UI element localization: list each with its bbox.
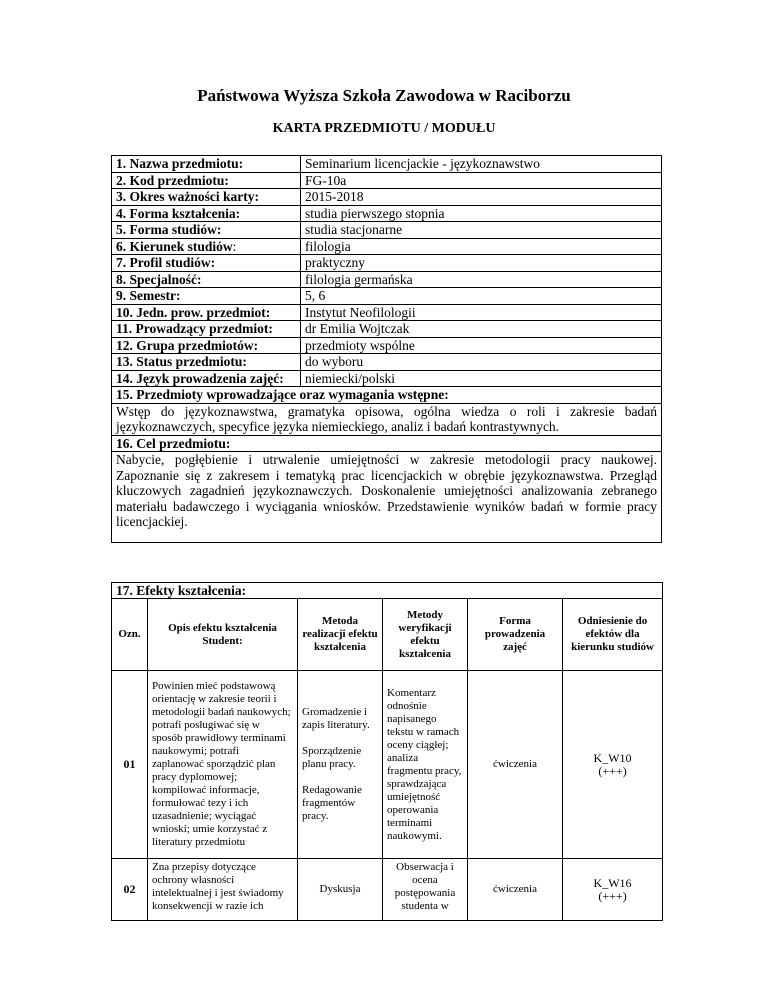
info-label: 1. Nazwa przedmiotu: (112, 156, 301, 173)
section16-title-row (112, 435, 662, 452)
course-info-table (111, 155, 662, 543)
section16-title: 16. Cel przedmiotu: (112, 435, 662, 452)
info-row (112, 238, 662, 255)
outcome-description: Zna przepisy dotyczące ochrony własności intelektualnej i jest świadomy konsekwencji w razie ich (148, 859, 298, 921)
outcome-method: Dyskusja (298, 859, 383, 921)
reference-strength: (+++) (598, 763, 627, 778)
info-row (112, 255, 662, 272)
section15-text: Wstęp do językoznawstwa, gramatyka opisowa, ogólna wiedza o roli i zakresie badań językoznawczych, specyfice języka niemieckiego, analiz i badań kontrastywnych. (112, 403, 662, 435)
outcome-verification: Obserwacja i ocena postępowania studenta w (383, 859, 468, 921)
outcome-verification: Komentarz odnośnie napisanego tekstu w ramach oceny ciągłej; analiza fragmentu pracy, sprawdzająca umiejętność operowania terminami naukowymi. (383, 671, 468, 859)
header-odniesienie: Odniesienie do efektów dla kierunku studiów (563, 599, 663, 671)
section15-text-row (112, 403, 662, 435)
outcome-row (112, 859, 663, 921)
info-label: 9. Semestr: (112, 288, 301, 305)
info-label-colon: : (232, 238, 237, 254)
card-title: KARTA PRZEDMIOTU / MODUŁU (272, 121, 496, 136)
info-value: filologia germańska (301, 271, 662, 288)
outcomes-header-row (112, 599, 663, 671)
reference-strength: (+++) (598, 888, 627, 903)
info-row (112, 337, 662, 354)
info-row (112, 222, 662, 239)
info-value: Instytut Neofilologii (301, 304, 662, 321)
section16-text: Nabycie, pogłębienie i utrwalenie umiejętności w zakresie metodologii pracy naukowej. Zapoznanie się z zakresem i tematyką prac licencjackich w obrębie językoznawstwa. Przegląd kluczowych zagadnień językoznawczych. Doskonalenie umiejętności analizowania zebranego materiału badawczego i wyciągania wniosków. Przedstawienie wyników badań w formie pracy licencjackiej. (112, 452, 662, 543)
reference-code: K_W10 (593, 750, 632, 765)
info-value: filologia (301, 238, 662, 255)
info-value: 5, 6 (301, 288, 662, 305)
outcome-method (298, 671, 383, 859)
header-forma: Forma prowadzenia zajęć (468, 599, 563, 671)
info-row (112, 205, 662, 222)
info-value: FG-10a (301, 172, 662, 189)
info-value: studia pierwszego stopnia (301, 205, 662, 222)
info-label: 11. Prowadzący przedmiot: (112, 321, 301, 338)
info-value: niemiecki/polski (301, 370, 662, 387)
info-label: 2. Kod przedmiotu: (112, 172, 301, 189)
outcome-code: 02 (112, 859, 148, 921)
info-value: 2015-2018 (301, 189, 662, 206)
info-label: 14. Język prowadzenia zajęć: (112, 370, 301, 387)
header-ozn: Ozn. (112, 599, 148, 671)
section15-title: 15. Przedmioty wprowadzające oraz wymagania wstępne: (112, 387, 662, 404)
info-row (112, 271, 662, 288)
reference-code: K_W16 (593, 875, 632, 890)
info-label: 8. Specjalność: (112, 271, 301, 288)
info-row (112, 288, 662, 305)
school-name: Państwowa Wyższa Szkoła Zawodowa w Raciborzu (197, 86, 571, 105)
info-value: Seminarium licencjackie - językoznawstwo (301, 156, 662, 173)
info-label: 3. Okres ważności karty: (112, 189, 301, 206)
info-row (112, 370, 662, 387)
outcome-code: 01 (112, 671, 148, 859)
info-label: 5. Forma studiów: (112, 222, 301, 239)
info-label: 12. Grupa przedmiotów: (112, 337, 301, 354)
method-item: Gromadzenie i zapis literatury. (302, 706, 370, 731)
header-opis: Opis efektu kształcenia Student: (148, 599, 298, 671)
info-value: dr Emilia Wojtczak (301, 321, 662, 338)
info-row (112, 321, 662, 338)
outcome-reference (563, 859, 663, 921)
section17-title: 17. Efekty kształcenia: (112, 583, 663, 599)
header-weryfikacja: Metody weryfikacji efektu kształcenia (383, 599, 468, 671)
method-item: Sporządzenie planu pracy. (302, 745, 362, 770)
info-row (112, 172, 662, 189)
info-label-text: 6. Kierunek studiów (116, 238, 233, 254)
info-label: 7. Profil studiów: (112, 255, 301, 272)
outcome-reference (563, 671, 663, 859)
info-row (112, 354, 662, 371)
section15-title-row (112, 387, 662, 404)
info-row (112, 156, 662, 173)
outcome-form: ćwiczenia (468, 859, 563, 921)
info-label (112, 238, 301, 255)
info-value: studia stacjonarne (301, 222, 662, 239)
method-item: Redagowanie fragmentów pracy. (302, 784, 362, 822)
info-value: przedmioty wspólne (301, 337, 662, 354)
info-row (112, 304, 662, 321)
header-metoda: Metoda realizacji efektu kształcenia (298, 599, 383, 671)
section16-text-row (112, 452, 662, 543)
outcome-description: Powinien mieć podstawową orientację w zakresie teorii i metodologii badań naukowych; potrafi posługiwać się w sposób prawidłowy terminami naukowymi; potrafi zaplanować sporządzić plan pracy dyplomowej; kompilować informacje, formułować tezy i ich uzasadnienie; wyciągać wnioski; umie korzystać z literatury przedmiotu (148, 671, 298, 859)
section17-title-row (112, 583, 663, 599)
info-label: 10. Jedn. prow. przedmiot: (112, 304, 301, 321)
info-row (112, 189, 662, 206)
outcome-form: ćwiczenia (468, 671, 563, 859)
info-label: 4. Forma kształcenia: (112, 205, 301, 222)
info-value: do wyboru (301, 354, 662, 371)
learning-outcomes-table (111, 582, 663, 921)
outcome-row (112, 671, 663, 859)
info-label: 13. Status przedmiotu: (112, 354, 301, 371)
info-value: praktyczny (301, 255, 662, 272)
